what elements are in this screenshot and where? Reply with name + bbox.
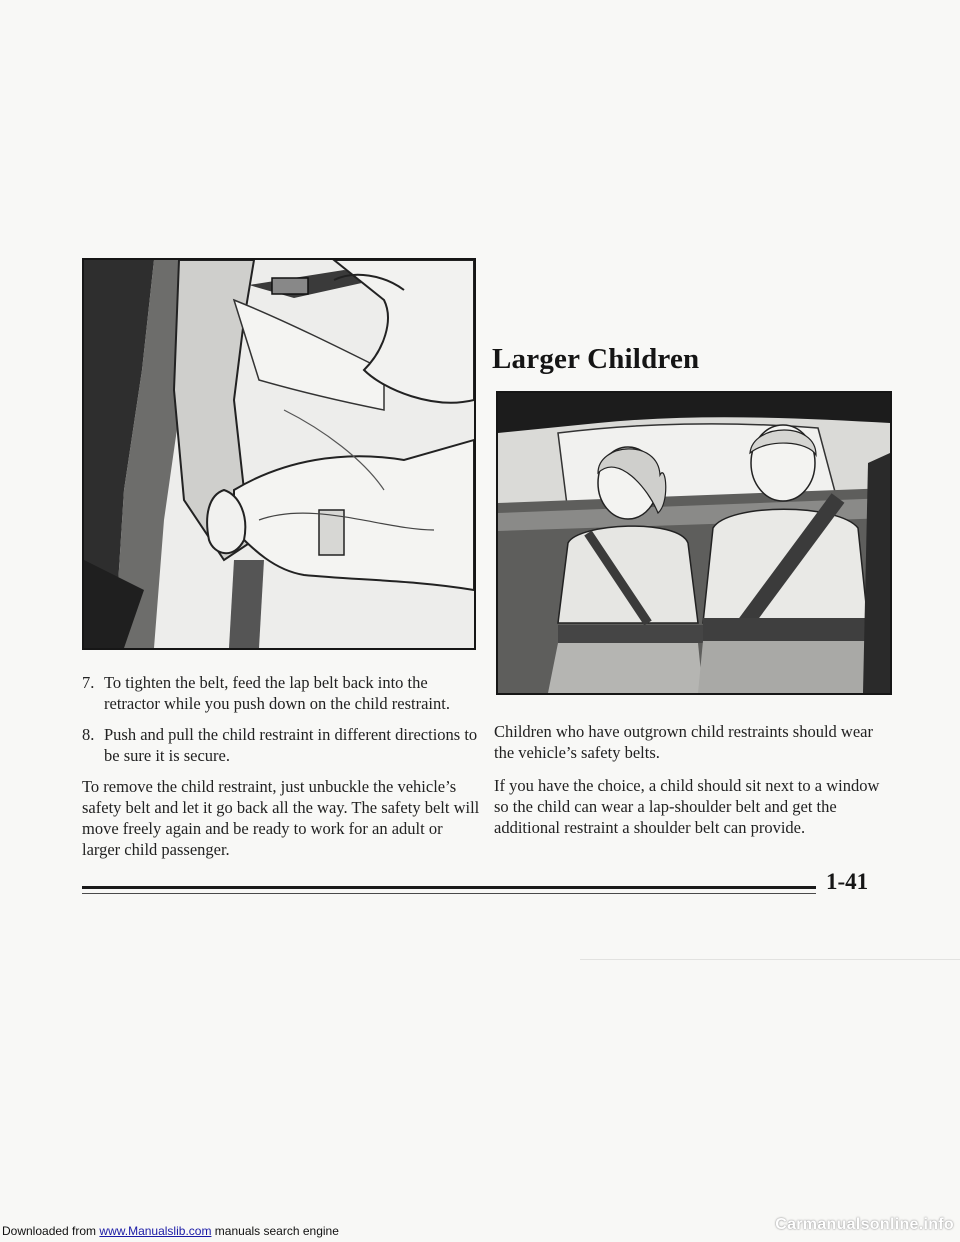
footer-rule bbox=[82, 886, 816, 889]
body-paragraph: If you have the choice, a child should sit next to a window so the child can wear a lap-shoulder belt and get the additional restraint a shoulder belt can provide. bbox=[494, 776, 880, 837]
larger-children-illustration bbox=[496, 391, 892, 695]
footer-rule-thin bbox=[82, 893, 816, 894]
page-number: 1-41 bbox=[826, 869, 869, 894]
watermark-text: Carmanualsonline.info bbox=[775, 1216, 954, 1233]
step-number: 7. bbox=[82, 673, 95, 692]
scan-artifact-line bbox=[580, 959, 960, 960]
child-restraint-drawing bbox=[84, 260, 474, 648]
child-restraint-illustration bbox=[82, 258, 476, 650]
step-item bbox=[82, 672, 482, 714]
children-safety-belts-drawing bbox=[498, 393, 890, 693]
body-paragraph: Children who have outgrown child restraints should wear the vehicle’s safety belts. bbox=[494, 722, 873, 762]
left-column-text bbox=[82, 672, 482, 872]
step-number: 8. bbox=[82, 725, 95, 744]
manualslib-link[interactable]: www.Manualslib.com bbox=[99, 1224, 212, 1238]
download-notice bbox=[2, 1224, 339, 1238]
right-column-text bbox=[494, 721, 894, 850]
step-item bbox=[82, 724, 482, 766]
section-title: Larger Children bbox=[492, 343, 700, 375]
step-text: Push and pull the child restraint in different directions to be sure it is secure. bbox=[104, 725, 478, 765]
download-suffix: manuals search engine bbox=[214, 1224, 339, 1238]
download-prefix: Downloaded from bbox=[2, 1224, 97, 1238]
body-paragraph: To remove the child restraint, just unbuckle the vehicle’s safety belt and let it go back all the way. The safety belt will move freely again and be ready to work for an adult or larger child passenger. bbox=[82, 777, 480, 859]
step-text: To tighten the belt, feed the lap belt back into the retractor while you push down on the child restraint. bbox=[104, 673, 450, 713]
